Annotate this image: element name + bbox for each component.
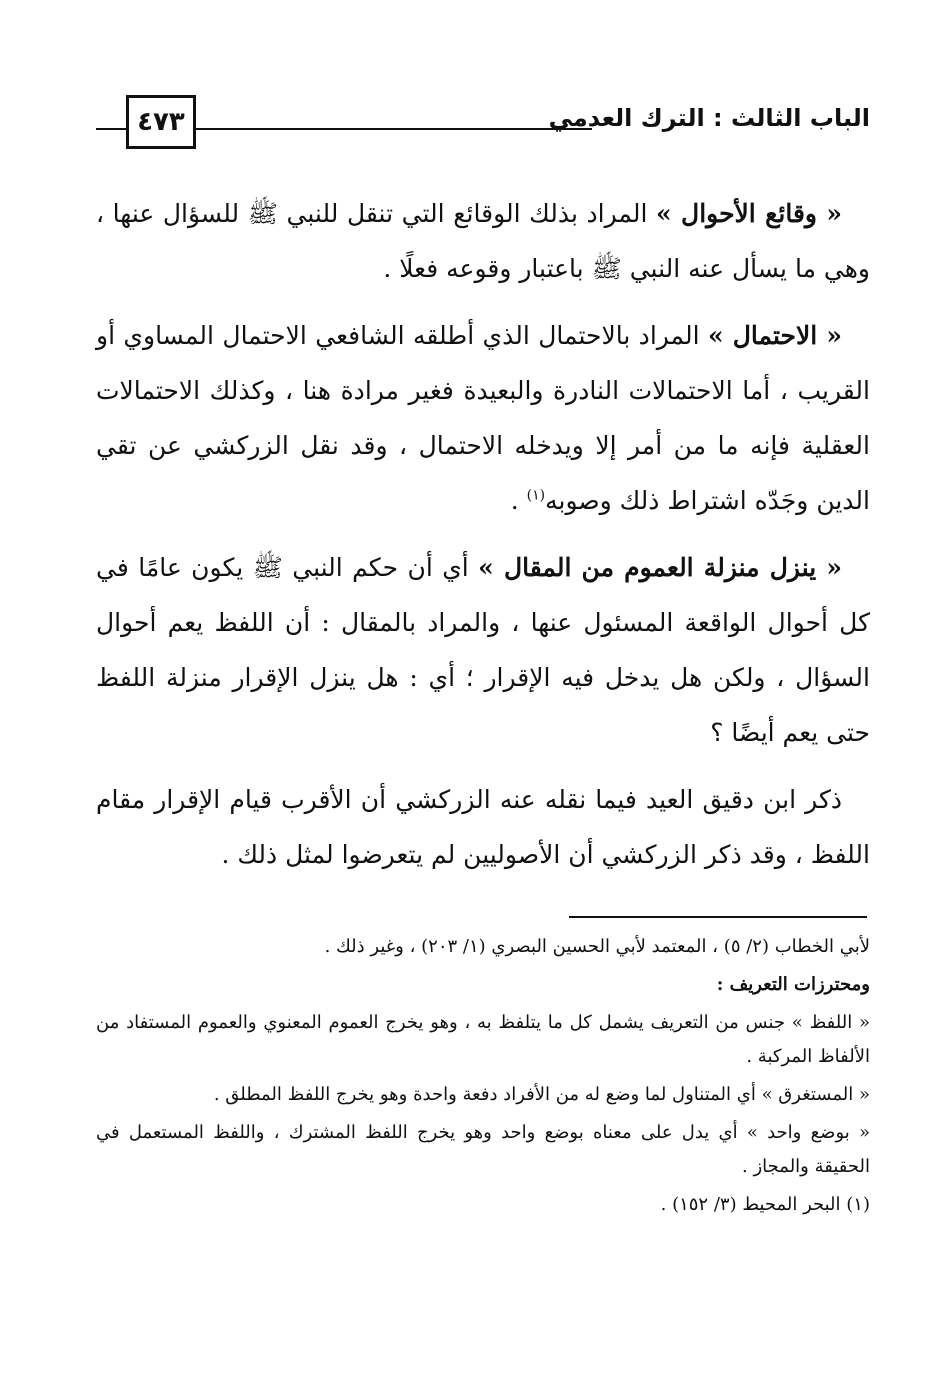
footnote-heading: ومحترزات التعريف : <box>716 974 870 995</box>
term-yanzil-manzilat-al-umum: « ينزل منزلة العموم من المقال » <box>478 553 842 582</box>
main-text <box>96 186 870 894</box>
footnote-item: « المستغرق » أي المتناول لما وضع له من الأفراد دفعة واحدة وهو يخرج اللفظ المطلق . <box>213 1084 870 1105</box>
footnote-item: « اللفظ » جنس من التعريف يشمل كل ما يتلفظ به ، وهو يخرج العموم المعنوي والعموم المستفاد من الألفاظ المركبة . <box>96 1012 870 1067</box>
term-al-ihtimal: « الاحتمال » <box>707 321 842 350</box>
paragraph-text: أي أن حكم النبي ﷺ يكون عامًا في كل أحوال الواقعة المسئول عنها ، والمراد بالمقال : أن اللفظ يعم أحوال السؤال ، ولكن هل يدخل فيه الإقرار ؛ أي : هل ينزل الإقرار منزلة اللفظ حتى يعم أيضًا ؟ <box>96 553 870 747</box>
paragraph-yanzil-manzilat-al-umum <box>96 540 870 760</box>
paragraph-text: ذكر ابن دقيق العيد فيما نقله عنه الزركشي أن الأقرب قيام الإقرار مقام اللفظ ، وقد ذكر الزركشي أن الأصوليين لم يتعرضوا لمثل ذلك . <box>96 785 870 869</box>
header-rule-left <box>96 128 128 130</box>
footnote-separator <box>569 916 867 918</box>
chapter-title: الباب الثالث : الترك العدمي <box>548 104 870 132</box>
footnote-marker: (١) <box>526 487 546 504</box>
paragraph-text: المراد بالاحتمال الذي أطلقه الشافعي الاحتمال المساوي أو القريب ، أما الاحتمالات النادرة والبعيدة فغير مرادة هنا ، وكذلك الاحتمالات العقلية فإنه ما من أمر إلا ويدخله الاحتمال ، وقد نقل الزركشي عن تقي الدين وجَدّه اشتراط ذلك وصوبه <box>96 321 870 515</box>
footnote-continuation: لأبي الخطاب (٢/ ٥) ، المعتمد لأبي الحسين البصري (١/ ٢٠٣) ، وغير ذلك . <box>324 936 870 957</box>
paragraph-al-ihtimal <box>96 308 870 528</box>
footnote-item: « بوضع واحد » أي يدل على معناه بوضع واحد وهو يخرج اللفظ المشترك ، واللفظ المستعمل في الحقيقة والمجاز . <box>96 1122 870 1177</box>
paragraph-end: . <box>510 486 527 515</box>
footnotes <box>96 930 870 1226</box>
term-waqai-al-ahwal: « وقائع الأحوال » <box>656 199 842 228</box>
footnote-item: (١) البحر المحيط (٣/ ١٥٢) . <box>660 1194 870 1215</box>
paragraph-waqai-al-ahwal <box>96 186 870 296</box>
page-header <box>96 90 870 156</box>
page-number: ٤٧٣ <box>126 95 196 149</box>
paragraph-ibn-daqiq <box>96 772 870 882</box>
header-rule <box>196 128 592 130</box>
paragraph-text: المراد بذلك الوقائع التي تنقل للنبي ﷺ للسؤال عنها ، وهي ما يسأل عنه النبي ﷺ باعتبار وقوعه فعلًا . <box>96 199 870 283</box>
